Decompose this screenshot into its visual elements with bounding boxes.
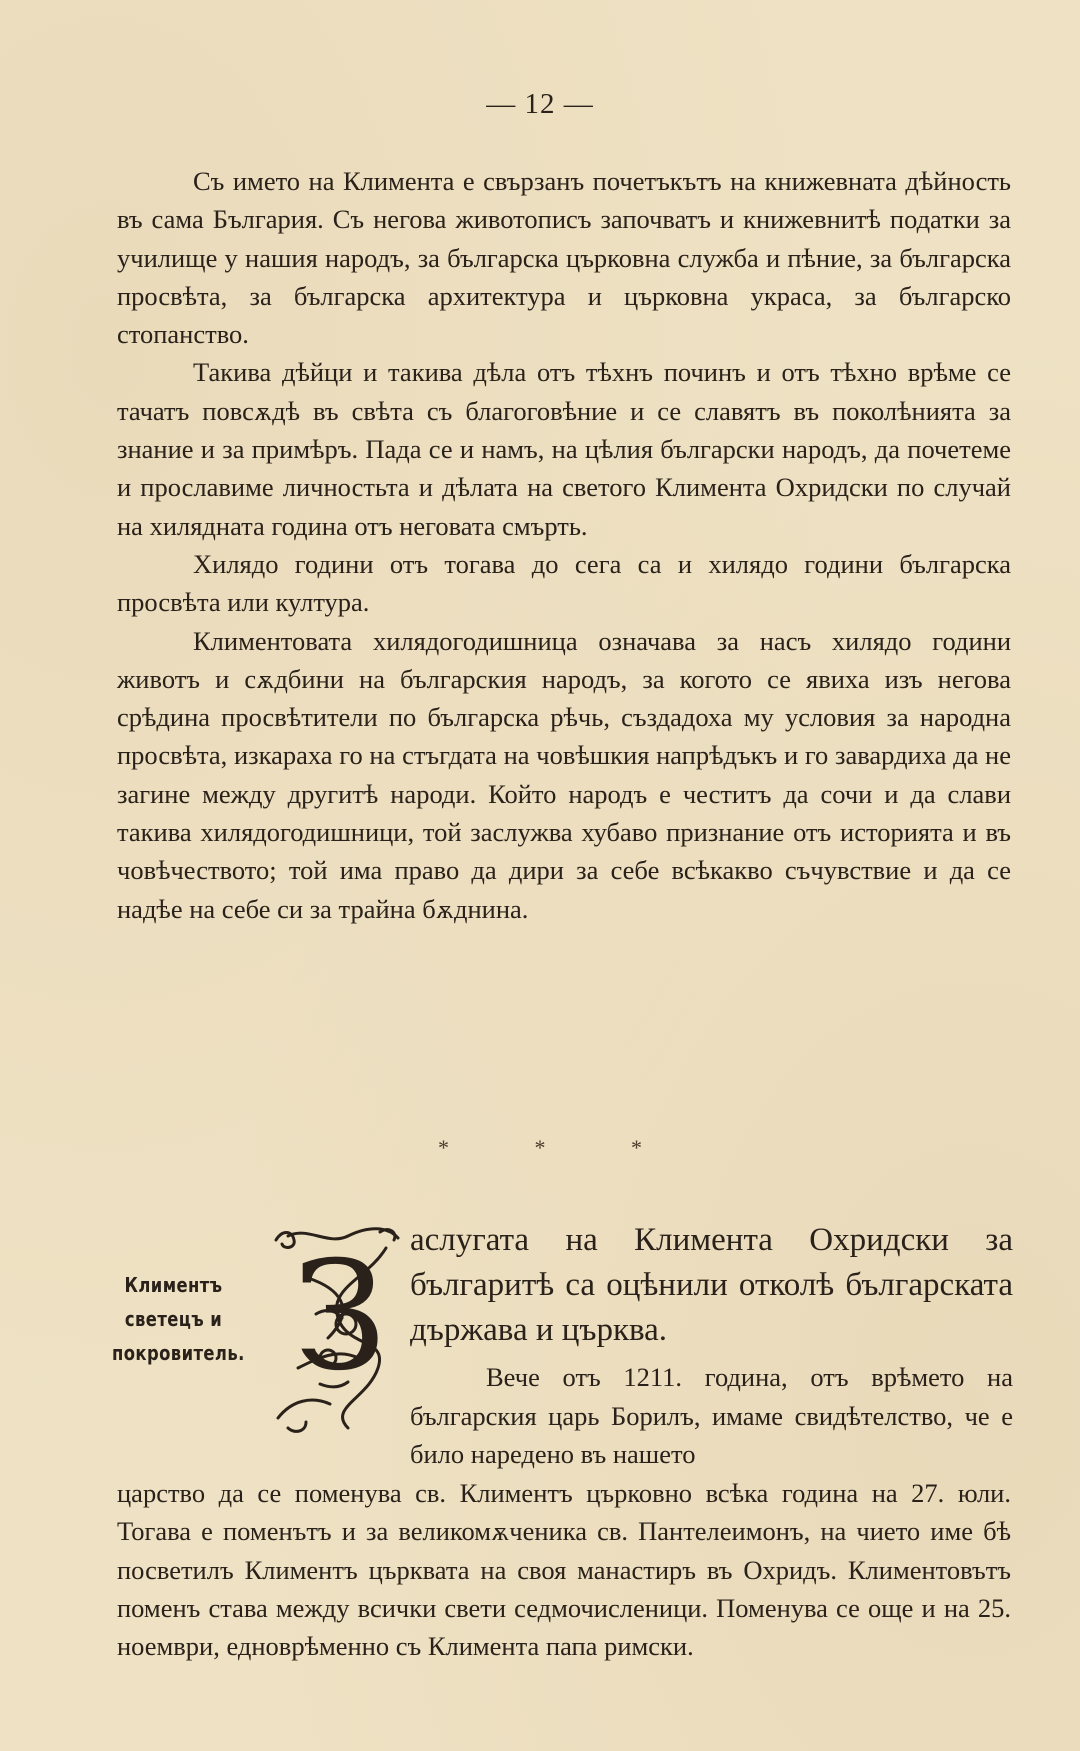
drop-cap-letter: З [293,1230,387,1404]
paragraph: Климентовата хилядогодишница означава за насъ хилядо години животъ и сѫдбини на българския народъ, за когото се явиха изъ негова срѣдина просвѣтители по българска рѣчь, създадоха му условия за народна просвѣта, изкараха го на стъгдата на човѣшкия напрѣдъкъ и го завардиха да не загине между другитѣ народи. Който народъ е честитъ да сочи и да слави такива хилядогодишници, той заслужва хубаво признание отъ историята и въ човѣчеството; той има право да дири за себе всѣкакво съчувствие и да се надѣе на себе си за трайна бѫднина. [117,625,1011,924]
margin-note [112,1268,245,1370]
main-text [117,162,1011,928]
paragraph: Съ името на Климента е свързанъ почетъкътъ на книжевната дѣйность въ сама България. Съ негова животописъ започватъ и книжевнитѣ податки за училище у нашия народъ, за българска църковна служба и пѣние, за българска просвѣта, за българска архитектура и църковна украса, за българско стопанство. [117,166,1011,350]
opening-text: аслугата на Климента Охридски за българитѣ са оцѣнили отколѣ българската държава и църква. [410,1222,1013,1348]
ornamental-drop-cap [268,1218,408,1438]
page-number: — 12 — [486,88,594,120]
paragraph: Вече отъ 1211. година, отъ врѣмето на българския царь Борилъ, имаме свидѣтелство, че е било наредено въ нашето [410,1362,1013,1469]
section-paragraph-start [410,1358,1013,1474]
margin-note-line: Климентъ [124,1273,223,1297]
section-opening [410,1218,1013,1353]
margin-note-line: светецъ и [124,1307,223,1331]
paragraph: Такива дѣйци и такива дѣла отъ тѣхнъ починъ и отъ тѣхно врѣме се тачатъ повсѫдѣ въ свѣта съ благоговѣние и се славятъ въ поколѣнията за знание и за примѣръ. Пада се и намъ, на цѣлия български народъ, да почетеме и прославиме личностьта и дѣлата на светого Климента Охридски по случай на хилядната година отъ неговата смърть. [117,357,1011,541]
section-separator: * * * [438,1135,642,1160]
paragraph: Хилядо години отъ тогава до сега са и хилядо години българска просвѣта или култура. [117,548,1011,618]
section-paragraph-rest [117,1474,1011,1665]
paragraph: царство да се поменува св. Климентъ църковно всѣка година на 27. юли. Тогава е поменътъ и за великомѫченика св. Пантелеимонъ, на чието име бѣ посветилъ Климентъ църквата на своя манастиръ въ Охридъ. Климентовътъ поменъ става между всички свети седмочисленици. Поменува се още и на 25. ноември, едноврѣменно съ Климента папа римски. [117,1478,1011,1662]
margin-note-line: покровитель. [112,1341,245,1365]
